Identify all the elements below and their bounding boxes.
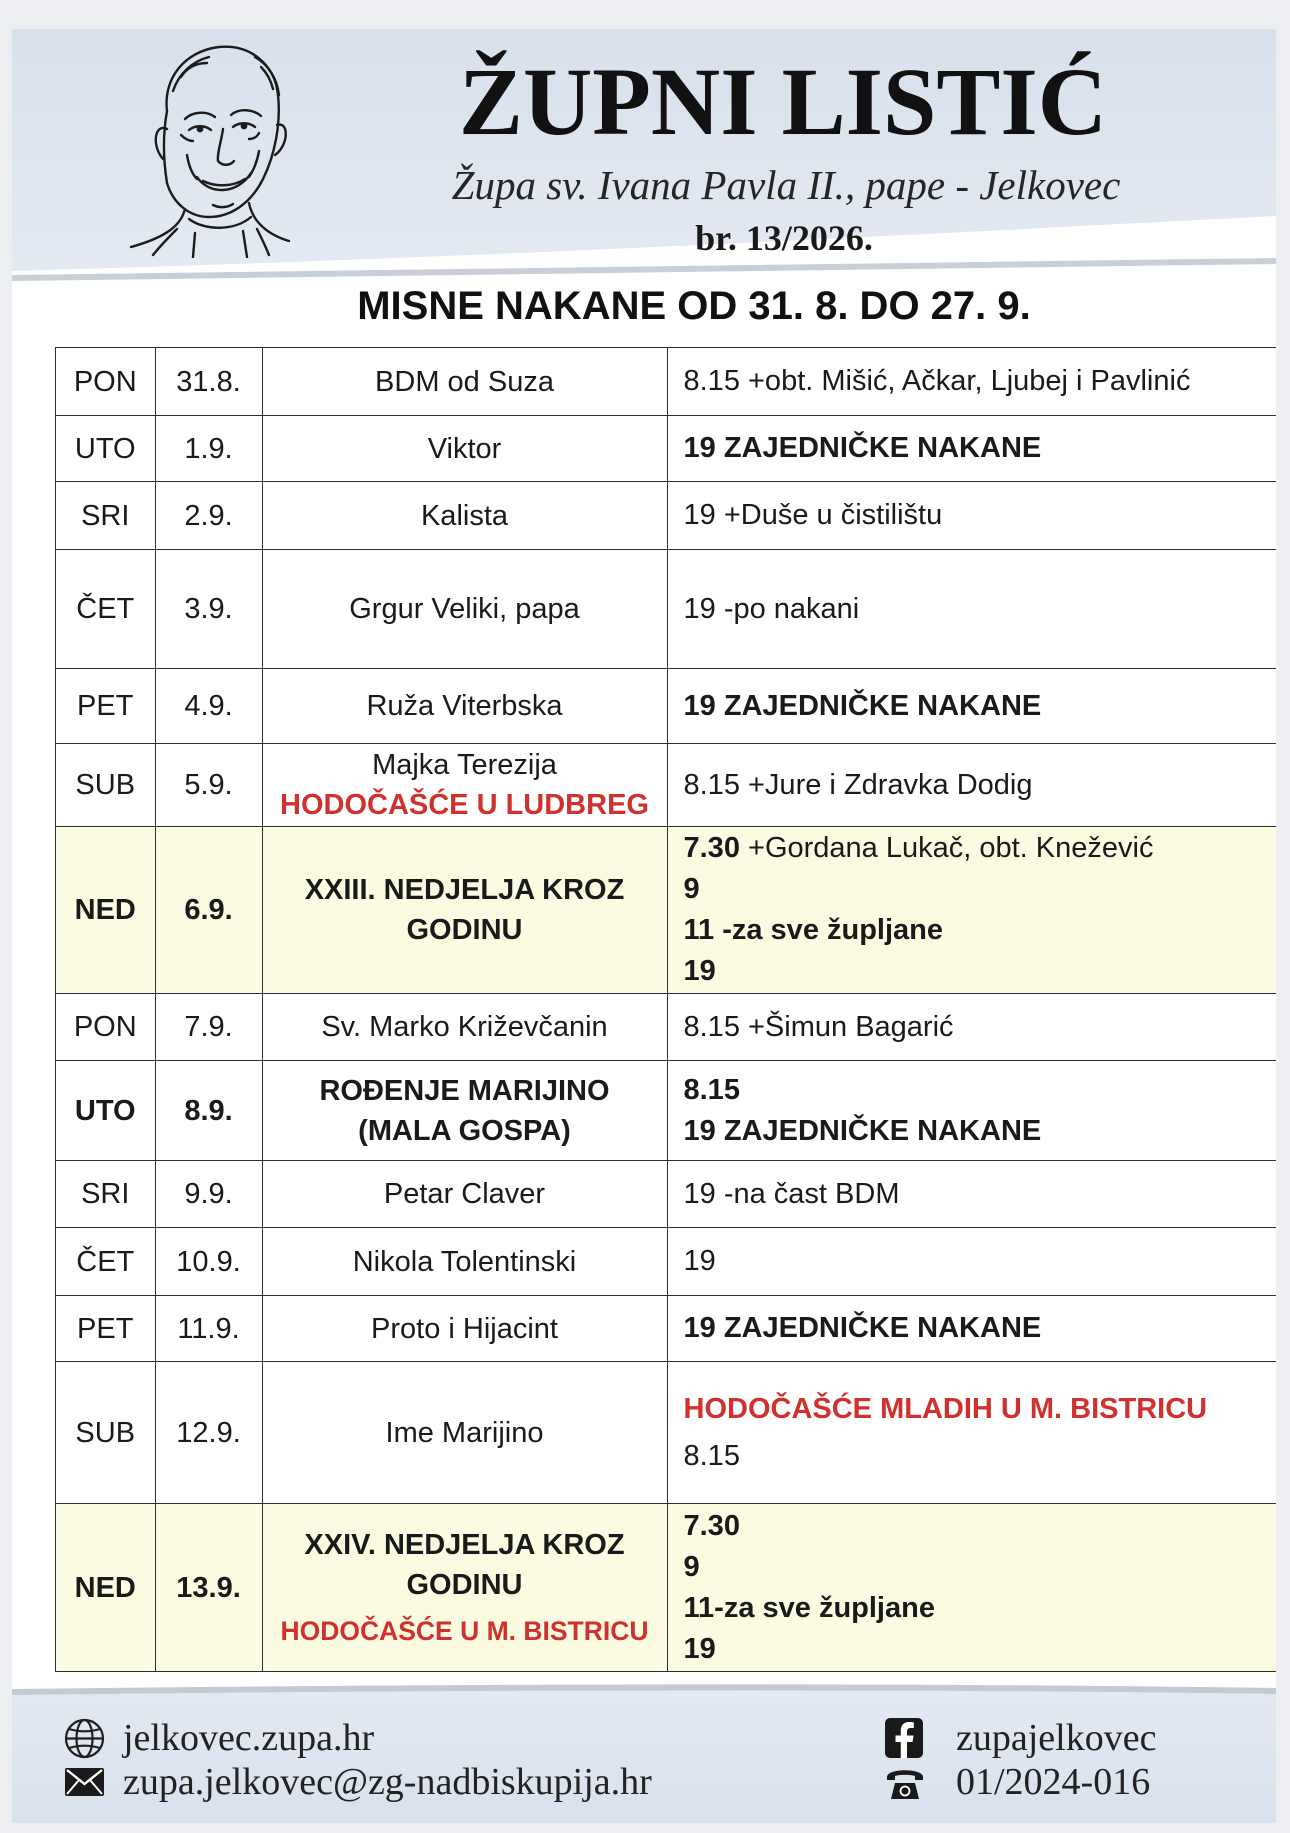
- day-label: PON: [73, 1011, 137, 1043]
- feast-name: Nikola Tolentinski: [352, 1245, 577, 1278]
- date-cell: [156, 994, 263, 1060]
- feast-name: ROĐENJE MARIJINO: [319, 1074, 610, 1107]
- envelope-icon: [64, 1767, 105, 1797]
- intentions-cell: [668, 482, 1277, 549]
- feast-name: Petar Claver: [383, 1178, 546, 1210]
- intention-line: 11 -za sve župljane: [683, 914, 944, 946]
- feast-name: Kalista: [420, 499, 509, 532]
- date-cell: [156, 744, 263, 826]
- table-row: [56, 482, 1276, 550]
- feast-name: XXIV. NEDJELJA KROZ: [304, 1528, 625, 1561]
- feast-cell: [263, 1362, 668, 1503]
- feast-name: GODINU: [406, 1568, 523, 1601]
- date-cell: [156, 1061, 263, 1160]
- globe-icon: [64, 1718, 105, 1759]
- day-label: UTO: [74, 1094, 136, 1127]
- day-cell: [56, 550, 156, 668]
- issue-number: br. 13/2026.: [695, 218, 873, 258]
- feast-name: Sv. Marko Križevčanin: [321, 1011, 608, 1043]
- day-label: SRI: [81, 499, 130, 532]
- feast-cell: [263, 827, 668, 993]
- day-cell: [56, 744, 156, 826]
- table-row: [56, 1061, 1276, 1161]
- website-link[interactable]: jelkovec.zupa.hr: [123, 1717, 375, 1759]
- portrait-drawing: [123, 33, 293, 258]
- table-row: [56, 348, 1276, 416]
- date-label: 7.9.: [184, 1011, 233, 1043]
- date-cell: [156, 348, 263, 415]
- parish-name: Župa sv. Ivana Pavla II., pape - Jelkovec: [451, 162, 1121, 208]
- feast-cell: [263, 669, 668, 743]
- table-row: [56, 669, 1276, 744]
- facebook-icon: [885, 1718, 923, 1758]
- day-label: ČET: [76, 593, 135, 625]
- phone-number: 01/2024-016: [956, 1761, 1151, 1803]
- intentions-cell: [668, 348, 1277, 415]
- feast-cell: [263, 1296, 668, 1361]
- day-cell: [56, 827, 156, 993]
- date-cell: [156, 1296, 263, 1361]
- date-label: 6.9.: [184, 894, 233, 926]
- day-label: ČET: [76, 1245, 135, 1278]
- intention-line: 8.15 +Jure i Zdravka Dodig: [683, 768, 1033, 801]
- email-link[interactable]: zupa.jelkovec@zg-nadbiskupija.hr: [123, 1761, 652, 1803]
- feast-cell: [263, 482, 668, 549]
- feast-name: Majka Terezija: [372, 749, 557, 781]
- date-label: 5.9.: [184, 769, 233, 801]
- day-cell: [56, 482, 156, 549]
- email-line[interactable]: [64, 1760, 652, 1804]
- feast-cell: [263, 550, 668, 668]
- day-cell: [56, 416, 156, 481]
- phone-icon: [885, 1764, 925, 1800]
- date-cell: [156, 550, 263, 668]
- feast-name: GODINU: [406, 914, 523, 946]
- intentions-cell: [668, 1504, 1277, 1671]
- date-label: 31.8.: [176, 365, 241, 398]
- feast-name: XXIII. NEDJELJA KROZ: [304, 874, 625, 906]
- date-cell: [156, 1504, 263, 1671]
- table-row: [56, 1296, 1276, 1362]
- day-label: NED: [74, 894, 136, 926]
- feast-cell: [263, 416, 668, 481]
- table-row: [56, 550, 1276, 669]
- day-cell: [56, 1296, 156, 1361]
- intention-line: 19: [683, 1632, 716, 1665]
- day-label: SUB: [75, 1416, 136, 1449]
- intention-time: 7.30: [683, 832, 740, 864]
- day-cell: [56, 1362, 156, 1503]
- day-cell: [56, 1228, 156, 1295]
- intention-line: 8.15 +obt. Mišić, Ačkar, Ljubej i Pavlinić: [683, 365, 1191, 397]
- feast-name: (MALA GOSPA): [358, 1114, 571, 1147]
- feast-name: BDM od Suza: [375, 365, 554, 398]
- intention-line: 8.15 +Šimun Bagarić: [683, 1010, 954, 1043]
- facebook-line[interactable]: [885, 1716, 1156, 1760]
- date-label: 3.9.: [184, 593, 233, 625]
- date-label: 10.9.: [176, 1245, 241, 1278]
- day-label: PET: [77, 690, 134, 722]
- date-cell: [156, 669, 263, 743]
- feast-cell: [263, 348, 668, 415]
- date-label: 11.9.: [177, 1312, 240, 1345]
- intention-line: 19 ZAJEDNIČKE NAKANE: [683, 1312, 1042, 1344]
- table-row: [56, 994, 1276, 1061]
- date-label: 13.9.: [176, 1571, 241, 1604]
- day-cell: [56, 1504, 156, 1671]
- intentions-cell: [668, 1228, 1277, 1295]
- intentions-cell: [668, 550, 1277, 668]
- day-cell: [56, 669, 156, 743]
- intention-text: +Gordana Lukač, obt. Knežević: [748, 832, 1154, 864]
- intention-line: 19 ZAJEDNIČKE NAKANE: [683, 689, 1042, 722]
- intentions-cell: [668, 416, 1277, 481]
- date-cell: [156, 1362, 263, 1503]
- intention-line: 8.15: [683, 1439, 740, 1472]
- intentions-cell: [668, 744, 1277, 826]
- day-label: PET: [77, 1312, 134, 1345]
- day-cell: [56, 1061, 156, 1160]
- feast-name: Ruža Viterbska: [366, 690, 563, 722]
- intentions-cell: [668, 994, 1277, 1060]
- date-label: 9.9.: [184, 1178, 233, 1210]
- date-cell: [156, 827, 263, 993]
- intention-line: 19 ZAJEDNIČKE NAKANE: [683, 432, 1042, 464]
- intention-line: [684, 828, 1154, 869]
- intention-line: 19 ZAJEDNIČKE NAKANE: [683, 1114, 1042, 1147]
- intention-line: 19 +Duše u čistilištu: [683, 499, 943, 531]
- intentions-cell: [668, 1061, 1277, 1160]
- date-cell: [156, 1161, 263, 1227]
- day-label: SRI: [81, 1178, 130, 1210]
- date-cell: [156, 1228, 263, 1295]
- date-label: 4.9.: [184, 690, 233, 722]
- feast-cell: [263, 744, 668, 826]
- intention-line: 8.15: [683, 1073, 740, 1106]
- table-row: [56, 1362, 1276, 1504]
- feast-name: Proto i Hijacint: [371, 1312, 558, 1345]
- feast-name: Ime Marijino: [385, 1416, 544, 1449]
- pilgrimage-note: HODOČAŠĆE U M. BISTRICU: [280, 1615, 649, 1646]
- pilgrimage-note: HODOČAŠĆE U LUDBREG: [280, 789, 649, 821]
- day-cell: [56, 994, 156, 1060]
- feast-name: Grgur Veliki, papa: [349, 593, 580, 625]
- phone-line: [885, 1760, 1150, 1804]
- section-heading: MISNE NAKANE OD 31. 8. DO 27. 9.: [357, 284, 1031, 328]
- intention-line: 19 -na čast BDM: [683, 1177, 900, 1210]
- intentions-cell: [668, 669, 1277, 743]
- feast-cell: [263, 1061, 668, 1160]
- bulletin-title: ŽUPNI LISTIĆ: [458, 48, 1108, 155]
- day-label: PON: [73, 365, 137, 398]
- intention-line: 9: [683, 1550, 700, 1583]
- date-label: 1.9.: [184, 432, 233, 465]
- date-label: 2.9.: [184, 499, 233, 532]
- table-row-sunday: [56, 1504, 1276, 1672]
- intentions-cell: [668, 1296, 1277, 1361]
- feast-cell: [263, 994, 668, 1060]
- intention-line: 19: [683, 1245, 716, 1277]
- mass-intentions-table: [55, 347, 1276, 1672]
- day-label: NED: [74, 1571, 136, 1604]
- day-cell: [56, 348, 156, 415]
- intention-line: 19 -po nakani: [683, 592, 860, 625]
- intention-line: 11-za sve župljane: [683, 1591, 935, 1624]
- day-label: SUB: [75, 769, 136, 801]
- table-row: [56, 1161, 1276, 1228]
- feast-cell: [263, 1504, 668, 1671]
- pilgrimage-note: HODOČAŠĆE MLADIH U M. BISTRICU: [683, 1392, 1208, 1425]
- table-row: [56, 416, 1276, 482]
- date-cell: [156, 416, 263, 481]
- feast-name: Viktor: [427, 432, 502, 465]
- feast-cell: [263, 1228, 668, 1295]
- table-row: [56, 1228, 1276, 1296]
- date-label: 8.9.: [184, 1094, 233, 1127]
- intentions-cell: [668, 1362, 1277, 1503]
- table-row: [56, 744, 1276, 827]
- intentions-cell: [668, 1161, 1277, 1227]
- intention-line: 9: [683, 873, 700, 905]
- website-line[interactable]: [64, 1716, 374, 1760]
- facebook-handle[interactable]: zupajelkovec: [956, 1717, 1157, 1759]
- table-row-sunday: [56, 827, 1276, 994]
- date-label: 12.9.: [176, 1416, 241, 1449]
- intention-line: 7.30: [683, 1509, 740, 1542]
- date-cell: [156, 482, 263, 549]
- intention-line: 19: [683, 955, 716, 987]
- day-label: UTO: [74, 432, 136, 465]
- day-cell: [56, 1161, 156, 1227]
- feast-cell: [263, 1161, 668, 1227]
- intentions-cell: [668, 827, 1277, 993]
